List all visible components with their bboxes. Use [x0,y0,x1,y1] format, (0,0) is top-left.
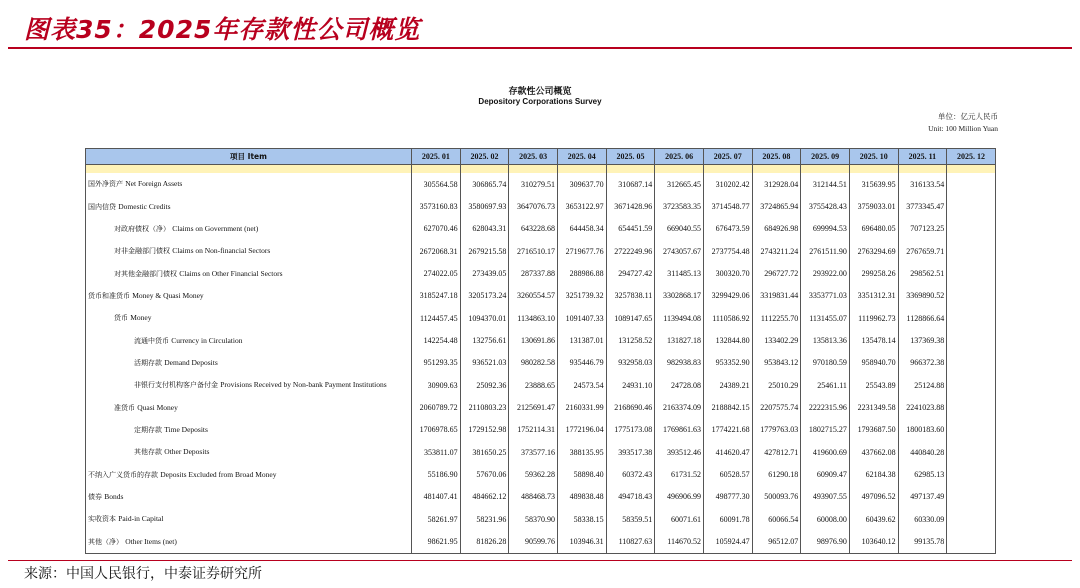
value-cell: 982938.83 [655,352,704,374]
value-cell: 103946.31 [557,531,606,554]
table-row [86,240,996,262]
depository-survey-table [85,148,996,554]
row-label-cn: 货币 [114,314,128,323]
value-cell [947,508,996,530]
value-cell: 1124457.45 [412,307,461,329]
value-cell: 980282.58 [509,352,558,374]
value-cell: 3251739.32 [557,285,606,307]
row-label-en: Paid-in Capital [118,514,164,524]
value-cell: 1089147.65 [606,307,655,329]
value-cell: 3773345.47 [898,195,947,217]
value-cell: 2719677.76 [557,240,606,262]
row-label-cn: 国内信贷 [88,202,116,211]
row-label-en: Time Deposits [164,424,208,434]
table-row [86,396,996,418]
value-cell [947,262,996,284]
row-label-cn: 不纳入广义货币的存款 [88,470,158,479]
value-cell: 299258.26 [849,262,898,284]
value-cell: 2743211.24 [752,240,801,262]
value-cell: 935446.79 [557,352,606,374]
value-cell: 1769861.63 [655,419,704,441]
value-cell: 1793687.50 [849,419,898,441]
value-cell: 315639.95 [849,173,898,195]
value-cell: 24389.21 [703,374,752,396]
value-cell: 309637.70 [557,173,606,195]
value-cell: 133402.29 [752,329,801,351]
value-cell: 24931.10 [606,374,655,396]
value-cell: 3759033.01 [849,195,898,217]
value-cell: 1119962.73 [849,307,898,329]
value-cell: 3351312.31 [849,285,898,307]
value-cell [947,486,996,508]
row-label-cn: 其他存款 [134,448,162,457]
value-cell: 494718.43 [606,486,655,508]
value-cell: 2231349.58 [849,396,898,418]
value-cell: 497137.49 [898,486,947,508]
value-cell: 654451.59 [606,218,655,240]
row-label [86,262,412,284]
value-cell: 414620.47 [703,441,752,463]
value-cell: 373577.16 [509,441,558,463]
table-row [86,441,996,463]
value-cell [947,396,996,418]
row-label-en: Demand Deposits [164,357,218,367]
row-label [86,195,412,217]
value-cell: 1800183.60 [898,419,947,441]
value-cell: 61290.18 [752,463,801,485]
value-cell: 2222315.96 [801,396,850,418]
row-label [86,173,412,195]
value-cell: 2060789.72 [412,396,461,418]
value-cell: 130691.86 [509,329,558,351]
value-cell: 59362.28 [509,463,558,485]
table-row [86,195,996,217]
value-cell: 296727.72 [752,262,801,284]
row-label [86,531,412,554]
row-label-en: Quasi Money [137,402,178,412]
value-cell: 669040.55 [655,218,704,240]
row-label-cn: 准货币 [114,403,135,412]
row-label [86,374,412,396]
row-label-en: Currency in Circulation [171,335,243,345]
value-cell: 132844.80 [703,329,752,351]
row-label-cn: 债券 [88,492,102,501]
value-cell: 131827.18 [655,329,704,351]
value-cell [947,195,996,217]
value-cell: 1131455.07 [801,307,850,329]
value-cell: 288986.88 [557,262,606,284]
value-cell: 2160331.99 [557,396,606,418]
source-divider [8,560,1072,561]
month-column-header: 2025. 04 [557,149,606,165]
value-cell: 58261.97 [412,508,461,530]
value-cell: 310202.42 [703,173,752,195]
value-cell: 3185247.18 [412,285,461,307]
row-label [86,329,412,351]
value-cell: 137369.38 [898,329,947,351]
value-cell: 936521.03 [460,352,509,374]
value-cell: 312928.04 [752,173,801,195]
value-cell: 60372.43 [606,463,655,485]
value-cell: 3257838.11 [606,285,655,307]
value-cell: 676473.59 [703,218,752,240]
value-cell: 699994.53 [801,218,850,240]
value-cell [947,218,996,240]
source-note: 来源：中国人民银行，中泰证券研究所 [24,566,262,582]
value-cell: 90599.76 [509,531,558,554]
value-cell: 103640.12 [849,531,898,554]
value-cell: 1802715.27 [801,419,850,441]
value-cell: 1775173.08 [606,419,655,441]
value-cell: 1110586.92 [703,307,752,329]
value-cell [947,240,996,262]
row-label [86,396,412,418]
value-cell: 1139494.08 [655,307,704,329]
value-cell: 55186.90 [412,463,461,485]
row-label-cn: 国外净资产 [88,180,123,189]
value-cell: 2737754.48 [703,240,752,262]
value-cell: 440840.28 [898,441,947,463]
row-label-en: Other Deposits [164,447,210,457]
value-cell: 488468.73 [509,486,558,508]
table-row [86,285,996,307]
value-cell: 489838.48 [557,486,606,508]
value-cell: 1128866.64 [898,307,947,329]
month-column-header: 2025. 08 [752,149,801,165]
value-cell: 2188842.15 [703,396,752,418]
row-label [86,307,412,329]
row-label-cn: 对政府债权（净） [114,224,170,233]
value-cell: 3714548.77 [703,195,752,217]
value-cell: 2163374.09 [655,396,704,418]
table-row [86,508,996,530]
value-cell: 58898.40 [557,463,606,485]
value-cell: 970180.59 [801,352,850,374]
value-cell: 60071.61 [655,508,704,530]
value-cell [947,307,996,329]
value-cell: 644458.34 [557,218,606,240]
value-cell: 1134863.10 [509,307,558,329]
value-cell [947,173,996,195]
header-spacer-row [86,165,996,174]
month-column-header: 2025. 10 [849,149,898,165]
value-cell: 24573.54 [557,374,606,396]
value-cell: 958940.70 [849,352,898,374]
value-cell [947,374,996,396]
value-cell: 2767659.71 [898,240,947,262]
row-label [86,463,412,485]
value-cell: 2110803.23 [460,396,509,418]
row-label-cn: 非银行支付机构客户备付金 [134,381,218,390]
value-cell: 3299429.06 [703,285,752,307]
value-cell: 30909.63 [412,374,461,396]
value-cell: 60330.09 [898,508,947,530]
row-label [86,352,412,374]
value-cell: 114670.52 [655,531,704,554]
value-cell: 497096.52 [849,486,898,508]
row-label [86,285,412,307]
value-cell: 1729152.98 [460,419,509,441]
value-cell: 132756.61 [460,329,509,351]
table-row [86,173,996,195]
month-column-header: 2025. 07 [703,149,752,165]
value-cell: 393517.38 [606,441,655,463]
doc-title-cn: 存款性公司概览 [508,87,572,97]
value-cell: 2716510.17 [509,240,558,262]
value-cell: 131387.01 [557,329,606,351]
value-cell: 2679215.58 [460,240,509,262]
month-column-header: 2025. 06 [655,149,704,165]
month-column-header: 2025. 05 [606,149,655,165]
value-cell: 96512.07 [752,531,801,554]
value-cell: 3573160.83 [412,195,461,217]
value-cell [947,441,996,463]
value-cell: 500093.76 [752,486,801,508]
value-cell: 2207575.74 [752,396,801,418]
value-cell: 58338.15 [557,508,606,530]
value-cell: 298562.51 [898,262,947,284]
row-label-en: Domestic Credits [118,201,171,211]
value-cell [947,463,996,485]
value-cell: 25092.36 [460,374,509,396]
row-label-en: Bonds [104,491,124,501]
value-cell: 627070.46 [412,218,461,240]
table-row [86,307,996,329]
row-label-en: Money & Quasi Money [132,290,204,300]
value-cell: 2168690.46 [606,396,655,418]
value-cell: 953843.12 [752,352,801,374]
row-label [86,419,412,441]
value-cell: 25461.11 [801,374,850,396]
value-cell: 3353771.03 [801,285,850,307]
value-cell: 110827.63 [606,531,655,554]
row-label-en: Provisions Received by Non-bank Payment Institutions [220,380,387,390]
value-cell: 427812.71 [752,441,801,463]
table-row [86,352,996,374]
value-cell: 2241023.88 [898,396,947,418]
value-cell: 310687.14 [606,173,655,195]
value-cell [947,352,996,374]
month-column-header: 2025. 12 [947,149,996,165]
month-column-header: 2025. 02 [460,149,509,165]
value-cell: 81826.28 [460,531,509,554]
row-label-cn: 定期存款 [134,425,162,434]
value-cell: 23888.65 [509,374,558,396]
doc-title-en: Depository Corporations Survey [478,97,602,106]
value-cell: 58370.90 [509,508,558,530]
month-column-header: 2025. 09 [801,149,850,165]
row-label [86,486,412,508]
value-cell: 305564.58 [412,173,461,195]
value-cell: 3205173.24 [460,285,509,307]
value-cell: 311485.13 [655,262,704,284]
value-cell: 135813.36 [801,329,850,351]
value-cell: 1779763.03 [752,419,801,441]
value-cell: 142254.48 [412,329,461,351]
value-cell: 707123.25 [898,218,947,240]
value-cell: 1112255.70 [752,307,801,329]
value-cell: 953352.90 [703,352,752,374]
value-cell: 628043.31 [460,218,509,240]
row-label-en: Other Items (net) [125,536,177,546]
title-divider [8,47,1072,49]
value-cell: 60008.00 [801,508,850,530]
table-row [86,531,996,554]
value-cell: 393512.46 [655,441,704,463]
value-cell: 25543.89 [849,374,898,396]
value-cell: 643228.68 [509,218,558,240]
row-label-cn: 对非金融部门债权 [114,247,170,256]
row-label-en: Claims on Non-financial Sectors [172,246,271,256]
value-cell: 98976.90 [801,531,850,554]
value-cell: 105924.47 [703,531,752,554]
value-cell: 300320.70 [703,262,752,284]
value-cell: 135478.14 [849,329,898,351]
table-row [86,329,996,351]
table-row [86,419,996,441]
table-row [86,262,996,284]
value-cell: 2761511.90 [801,240,850,262]
value-cell: 25124.88 [898,374,947,396]
unit-label-en: Unit: 100 Million Yuan [928,124,998,133]
value-cell: 932958.03 [606,352,655,374]
month-column-header: 2025. 11 [898,149,947,165]
row-label [86,240,412,262]
value-cell: 353811.07 [412,441,461,463]
value-cell: 3724865.94 [752,195,801,217]
value-cell: 481407.41 [412,486,461,508]
row-label-cn: 流通中货币 [134,336,169,345]
value-cell: 2672068.31 [412,240,461,262]
value-cell: 58359.51 [606,508,655,530]
row-label [86,441,412,463]
value-cell: 484662.12 [460,486,509,508]
value-cell: 3723583.35 [655,195,704,217]
row-label-en: Claims on Government (net) [172,223,259,233]
value-cell: 3647076.73 [509,195,558,217]
value-cell: 3302868.17 [655,285,704,307]
value-cell: 3369890.52 [898,285,947,307]
value-cell: 388135.95 [557,441,606,463]
value-cell: 293922.00 [801,262,850,284]
value-cell: 60528.57 [703,463,752,485]
row-label-cn: 活期存款 [134,358,162,367]
value-cell: 60066.54 [752,508,801,530]
row-label-cn: 其他（净） [88,537,123,546]
value-cell: 2722249.96 [606,240,655,262]
value-cell: 3580697.93 [460,195,509,217]
table-row [86,374,996,396]
value-cell: 1752114.31 [509,419,558,441]
value-cell: 61731.52 [655,463,704,485]
row-label-cn: 对其他金融部门债权 [114,269,177,278]
value-cell: 684926.98 [752,218,801,240]
value-cell: 62184.38 [849,463,898,485]
value-cell: 1094370.01 [460,307,509,329]
value-cell: 60909.47 [801,463,850,485]
value-cell: 498777.30 [703,486,752,508]
value-cell: 294727.42 [606,262,655,284]
value-cell: 312665.45 [655,173,704,195]
value-cell: 274022.05 [412,262,461,284]
value-cell: 3319831.44 [752,285,801,307]
row-label [86,508,412,530]
value-cell: 3671428.96 [606,195,655,217]
figure-title: 图表35：2025年存款性公司概览 [24,15,421,44]
value-cell: 1772196.04 [557,419,606,441]
value-cell: 2763294.69 [849,240,898,262]
value-cell: 57670.06 [460,463,509,485]
unit-label-cn: 单位：亿元人民币 [938,112,998,121]
value-cell: 1706978.65 [412,419,461,441]
value-cell: 3755428.43 [801,195,850,217]
value-cell: 1774221.68 [703,419,752,441]
row-label-cn: 货币和准货币 [88,291,130,300]
value-cell [947,419,996,441]
value-cell: 3653122.97 [557,195,606,217]
value-cell: 2125691.47 [509,396,558,418]
row-label [86,218,412,240]
value-cell: 966372.38 [898,352,947,374]
value-cell: 99135.78 [898,531,947,554]
value-cell: 60091.78 [703,508,752,530]
value-cell: 419600.69 [801,441,850,463]
value-cell: 25010.29 [752,374,801,396]
row-label-en: Net Foreign Assets [125,179,183,189]
value-cell: 316133.54 [898,173,947,195]
value-cell: 58231.96 [460,508,509,530]
table-row [86,218,996,240]
value-cell [947,329,996,351]
value-cell: 62985.13 [898,463,947,485]
row-label-en: Claims on Other Financial Sectors [179,268,283,278]
value-cell: 310279.51 [509,173,558,195]
value-cell: 3260554.57 [509,285,558,307]
table-body [86,165,996,554]
table-header-row [86,149,996,165]
table-row [86,463,996,485]
table-row [86,486,996,508]
month-column-header: 2025. 01 [412,149,461,165]
value-cell: 496906.99 [655,486,704,508]
value-cell: 60439.62 [849,508,898,530]
value-cell: 306865.74 [460,173,509,195]
row-label-cn: 实收资本 [88,515,116,524]
row-label-en: Money [130,313,152,323]
value-cell: 437662.08 [849,441,898,463]
value-cell: 312144.51 [801,173,850,195]
value-cell: 24728.08 [655,374,704,396]
item-column-header: 项目 Item [86,149,412,165]
value-cell: 2743057.67 [655,240,704,262]
value-cell: 273439.05 [460,262,509,284]
value-cell: 287337.88 [509,262,558,284]
value-cell: 1091407.33 [557,307,606,329]
value-cell: 951293.35 [412,352,461,374]
row-label-en: Deposits Excluded from Broad Money [160,469,277,479]
value-cell [947,531,996,554]
value-cell: 696480.05 [849,218,898,240]
value-cell: 381650.25 [460,441,509,463]
month-column-header: 2025. 03 [509,149,558,165]
value-cell: 131258.52 [606,329,655,351]
value-cell [947,285,996,307]
value-cell: 98621.95 [412,531,461,554]
value-cell: 493907.55 [801,486,850,508]
